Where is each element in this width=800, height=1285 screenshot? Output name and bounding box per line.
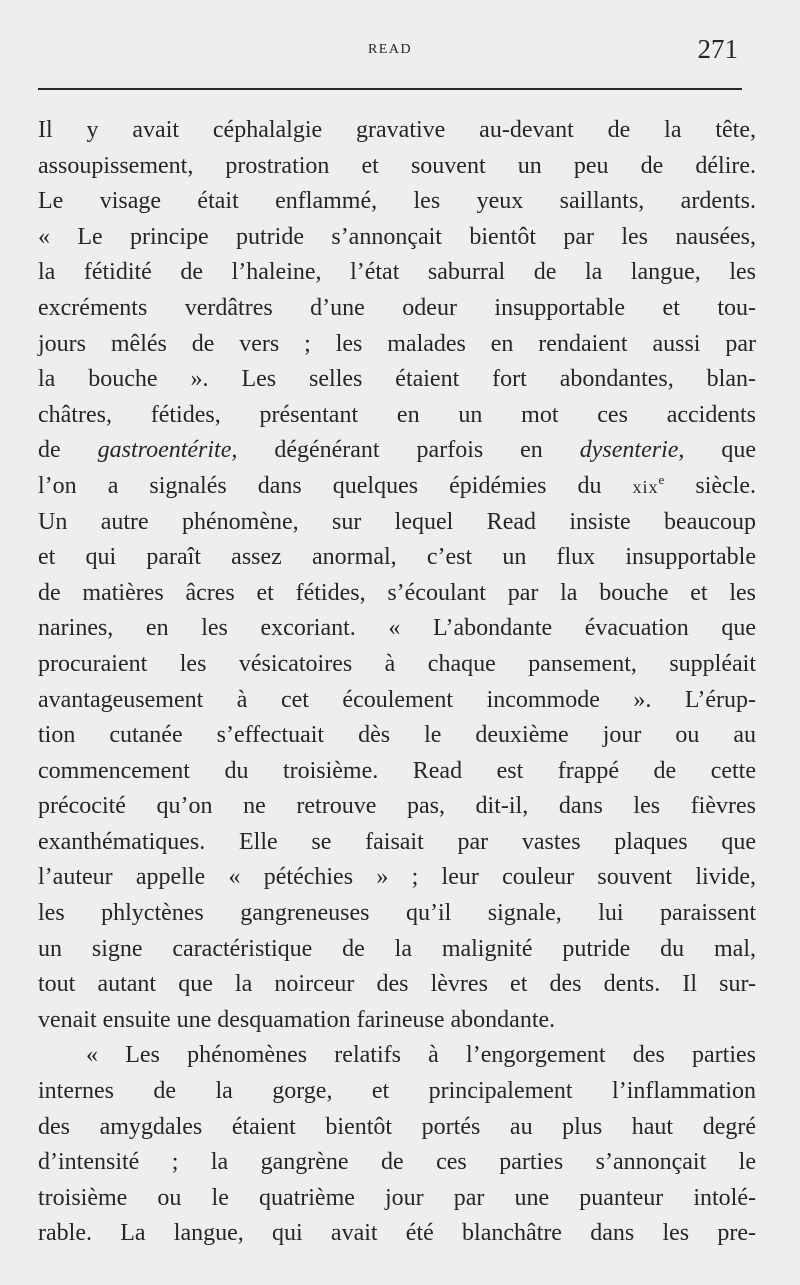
italic-term: dysenterie, <box>579 437 685 464</box>
text-line: jours mêlés de vers ; les malades en rendaient aussi par <box>38 330 756 357</box>
text-segment: de <box>38 437 98 464</box>
text-line: et qui paraît assez anormal, c’est un flux insupportable <box>38 544 756 571</box>
text-line: exanthématiques. Elle se faisait par vastes plaques que <box>38 828 756 855</box>
text-line: « Les phénomènes relatifs à l’engorgement des parties <box>86 1042 756 1069</box>
running-title: READ <box>367 42 413 57</box>
text-segment: siècle. <box>664 472 756 499</box>
page-number: 271 <box>697 34 738 64</box>
text-line <box>38 469 756 505</box>
superscript: e <box>658 471 665 487</box>
text-segment: dégénérant parfois en <box>237 437 580 464</box>
text-line: précocité qu’on ne retrouve pas, dit-il, dans les fièvres <box>38 793 756 820</box>
text-line: tion cutanée s’effectuait dès le deuxième jour ou au <box>38 722 756 749</box>
text-line: venait ensuite une desquamation farineuse abondante. <box>38 1006 556 1033</box>
text-line: des amygdales étaient bientôt portés au plus haut degré <box>38 1113 756 1140</box>
text-line: avantageusement à cet écoulement incommode ». L’érup- <box>38 686 756 713</box>
text-line: « Le principe putride s’annonçait bientôt par les nausées, <box>38 223 756 250</box>
text-line: excréments verdâtres d’une odeur insupportable et tou- <box>38 294 756 321</box>
text-line: rable. La langue, qui avait été blanchâtre dans les pre- <box>38 1220 756 1247</box>
italic-term: gastroentérite, <box>97 437 238 464</box>
text-line: un signe caractéristique de la malignité putride du mal, <box>38 935 756 962</box>
text-line: internes de la gorge, et principalement l’inflammation <box>38 1078 756 1105</box>
text-line: l’auteur appelle « pétéchies » ; leur couleur souvent livide, <box>38 864 756 891</box>
text-line: d’intensité ; la gangrène de ces parties s’annonçait le <box>38 1149 756 1176</box>
text-line: Un autre phénomène, sur lequel Read insiste beaucoup <box>38 508 756 535</box>
text-line: Le visage était enflammé, les yeux saillants, ardents. <box>38 188 756 215</box>
small-caps-numeral: xix <box>632 476 659 497</box>
text-segment: l’on a signalés dans quelques épidémies du <box>38 472 633 499</box>
header-rule <box>38 88 742 90</box>
text-segment: que <box>684 437 756 464</box>
text-line: narines, en les excoriant. « L’abondante évacuation que <box>38 615 756 642</box>
text-line: les phlyctènes gangreneuses qu’il signale, lui paraissent <box>38 900 756 927</box>
text-line: commencement du troisième. Read est frappé de cette <box>38 757 756 784</box>
running-head <box>38 34 742 64</box>
body-text <box>38 113 756 1252</box>
text-line: tout autant que la noirceur des lèvres et des dents. Il sur- <box>38 971 756 998</box>
text-line <box>38 433 756 469</box>
text-line: châtres, fétides, présentant en un mot ces accidents <box>38 401 756 428</box>
text-line: la fétidité de l’haleine, l’état saburral de la langue, les <box>38 259 756 286</box>
text-line: la bouche ». Les selles étaient fort abondantes, blan- <box>38 366 756 393</box>
text-line: procuraient les vésicatoires à chaque pansement, suppléait <box>38 650 756 677</box>
text-line: assoupissement, prostration et souvent un peu de délire. <box>38 152 756 179</box>
text-line: Il y avait céphalalgie gravative au-devant de la tête, <box>38 117 756 143</box>
text-line: troisième ou le quatrième jour par une puanteur intolé- <box>38 1184 756 1211</box>
text-line: de matières âcres et fétides, s’écoulant par la bouche et les <box>38 579 756 606</box>
